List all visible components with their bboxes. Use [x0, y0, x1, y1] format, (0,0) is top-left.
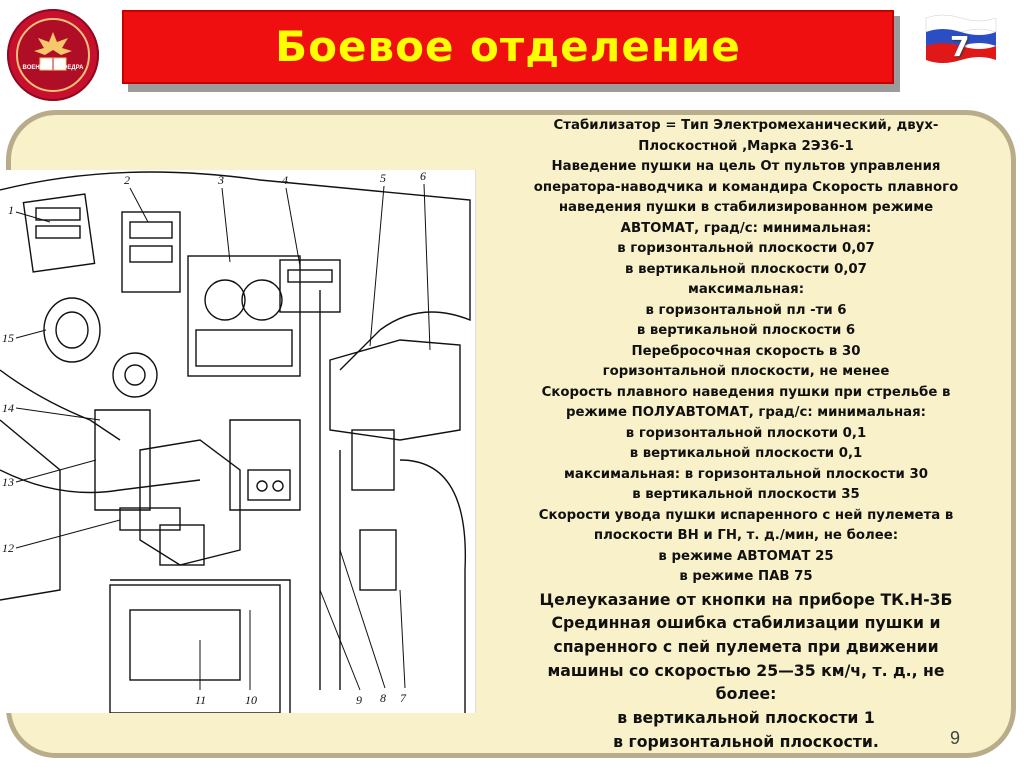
spec-line: режиме ПОЛУАВТОМАТ, град/с: минимальная:	[566, 405, 926, 420]
callout-6: 6	[420, 170, 426, 183]
turret-illustration	[0, 170, 475, 713]
eagle-book-icon	[18, 20, 88, 90]
turret-technical-drawing	[0, 170, 476, 713]
spec-line: в вертикальной плоскости 6	[636, 323, 856, 338]
spec-line: в режиме ПАВ 75	[679, 569, 813, 584]
slide-badge-number: 7	[950, 30, 970, 63]
emblem-inner-ring	[16, 18, 90, 92]
callout-5: 5	[380, 171, 386, 185]
page-title: Боевое отделение	[275, 22, 741, 71]
spec-line-large: Целеуказание от кнопки на приборе ТК.Н-3Б	[539, 589, 953, 609]
military-department-emblem	[7, 9, 99, 101]
callout-3: 3	[218, 173, 224, 187]
spec-line: оператора-наводчика и командира Скорость плавного	[533, 179, 959, 195]
callout-15: 15	[2, 331, 14, 345]
page-number: 9	[950, 728, 961, 748]
spec-line: в вертикальной плоскости 0,1	[629, 446, 863, 461]
spec-line-large: Срединная ошибка стабилизации пушки и	[551, 613, 941, 633]
spec-line-large: в вертикальной плоскости 1	[617, 708, 875, 728]
spec-line-large: более:	[715, 684, 777, 704]
spec-line: Плоскостной ,Марка 2Э36-1	[638, 138, 854, 154]
spec-line: в горизонтальной плоскости 0,07	[617, 241, 875, 256]
spec-line: максимальная: в горизонтальной плоскости 30	[564, 466, 928, 482]
spec-line: наведения пушки в стабилизированном режиме	[558, 200, 934, 215]
spec-line: в вертикальной плоскости 0,07	[625, 261, 867, 277]
spec-line: АВТОМАТ, град/с: минимальная:	[620, 220, 872, 236]
callout-9: 9	[356, 693, 362, 707]
callout-1: 1	[8, 203, 14, 217]
spec-line: Скорости увода пушки испаренного с ней пулемета в	[538, 507, 954, 523]
spec-line: Перебросочная скорость в 30	[631, 343, 861, 359]
callout-7: 7	[400, 691, 406, 705]
spec-line-large: машины со скоростью 25—35 км/ч, т. д., не	[547, 660, 945, 680]
callout-12: 12	[2, 541, 14, 555]
spec-line-large: спаренного с пей пулемета при движении	[553, 636, 939, 656]
spec-line: горизонтальной плоскости, не менее	[602, 364, 890, 379]
callout-10: 10	[245, 693, 257, 707]
spec-line-large: в горизонтальной плоскости.	[613, 731, 879, 751]
spec-line: Скорость плавного наведения пушки при стрельбе в	[541, 384, 951, 400]
emblem-caption: ВОЕННАЯ КАФЕДРА	[22, 65, 84, 71]
spec-line: Стабилизатор = Тип Электромеханический, двух-	[553, 118, 939, 133]
callout-8: 8	[380, 691, 386, 705]
callout-13: 13	[2, 475, 14, 489]
callout-2: 2	[124, 173, 130, 187]
stabilizer-specifications	[478, 116, 1014, 753]
spec-line: плоскости ВН и ГН, т. д./мин, не более:	[593, 528, 899, 543]
spec-line: максимальная:	[687, 282, 805, 297]
title-bar	[122, 10, 894, 84]
callout-4: 4	[282, 173, 288, 187]
spec-line: в горизонтальной пл -ти 6	[645, 302, 847, 318]
spec-line: в горизонтальной плоскоти 0,1	[625, 425, 867, 441]
spec-line: в вертикальной плоскости 35	[632, 487, 860, 502]
callout-11: 11	[195, 693, 207, 707]
callout-14: 14	[2, 401, 14, 415]
spec-line: Наведение пушки на цель От пультов управления	[551, 159, 941, 174]
spec-line: в режиме АВТОМАТ 25	[658, 548, 834, 564]
